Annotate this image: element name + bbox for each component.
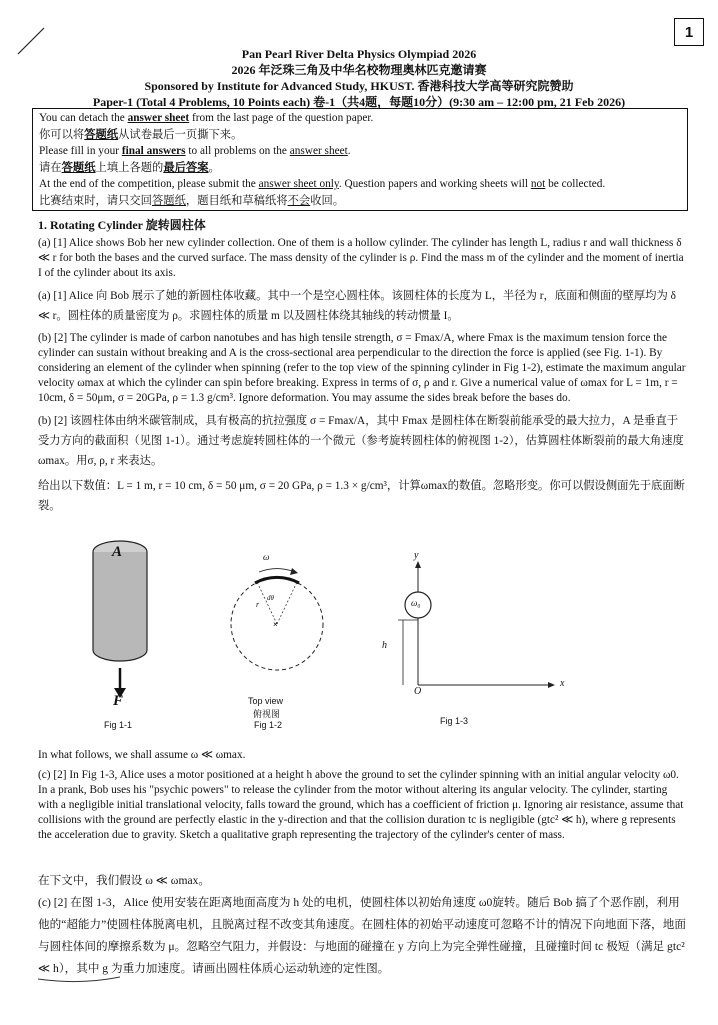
figures-area — [60, 530, 680, 750]
instruction-line-4: 请在答题纸上填上各题的最后答案。 — [39, 161, 220, 174]
fig-1-2-top-view — [222, 560, 332, 680]
exam-header — [0, 46, 718, 110]
header-title-zh: 2026 年泛珠三角及中华名校物理奥林匹克邀请赛 — [231, 63, 487, 77]
fig-1-1-caption: Fig 1-1 — [104, 720, 133, 730]
part-a-english: (a) [1] Alice shows Bob her new cylinder collection. One of them is a hollow cylinder. The cylinder has length L, radius r and wall thickness δ ≪ r for both the bases and the curved surface. The mass density of the cylinder is ρ. Find the mass m of the cylinder and the moment of inertia I of the cylinder about its axis. — [38, 237, 684, 279]
handwritten-underline — [0, 955, 718, 995]
part-c-chinese: (c) [2] 在图 1-3，Alice 使用安装在距离地面高度为 h 处的电机，使圆柱体以初始角速度 ω0旋转。随后 Bob 搞了个恶作剧，利用他的“超能力”使圆柱体脱离电机，且脱离过程不改变其角速度。在圆柱体的初始平动速度可忽略不计的情况下向地面下落，地面与圆柱体间的摩擦系数为 μ。忽略空气阻力，并假设：与地面的碰撞在 y 方向上为完全弹性碰撞，且碰撞时间 tc 极短（满足 gtc² ≪ h），其中 g 为重力加速度。请画出圆柱体质心运动轨迹的定性图。 — [38, 896, 686, 975]
assumption-chinese: 在下文中，我们假设 ω ≪ ωmax。 — [38, 874, 210, 887]
instruction-line-5: At the end of the competition, please submit the answer sheet only. Question papers and working sheets will not be collected. — [39, 178, 606, 190]
instruction-line-1: You can detach the answer sheet from the last page of the question paper. — [39, 112, 374, 124]
part-c-english-block — [38, 748, 688, 848]
fig-1-3-x-label: x — [560, 678, 565, 689]
part-b-chinese-values: 给出以下数值：L = 1 m, r = 10 cm, δ = 50 μm, σ = 20 GPa, ρ = 1.3 × g/cm³，计算ωmax的数值。忽略形变。你可以假设侧面先于底面断裂。 — [38, 480, 685, 512]
instruction-line-3: Please fill in your final answers to all problems on the answer sheet. — [39, 145, 351, 157]
fig-1-2-caption-en: Top view — [248, 696, 284, 706]
instruction-line-6: 比赛结束时，请只交回答题纸，题目纸和草稿纸将不会收回。 — [39, 194, 345, 207]
part-b-english: (b) [2] The cylinder is made of carbon nanotubes and has high tensile strength, σ = Fmax/A, where Fmax is the maximum tension force the cylinder can sustain without breaking and A is the cross-sectional area perpendicular to the direction the force is applied (see Fig. 1-1). By considering an element of the cylinder when spinning (refer to the top view of the spinning cylinder in Fig 1-2), estimate the maximum angular velocity ωmax at which the cylinder can spin before breaking. Express in terms of σ, ρ and r. Give a numerical value of ωmax for L = 1m, r = 10cm, δ = 50μm, σ = 20GPa, ρ = 1.3 g/cm³. Ignore deformation. You may assume the sides break before the bases do. — [38, 332, 686, 404]
part-b-chinese: (b) [2] 该圆柱体由纳米碳管制成，具有极高的抗拉强度 σ = Fmax/A，其中 Fmax 是圆柱体在断裂前能承受的最大拉力，A 是垂直于受力方向的截面积（见图 1-1）。通过考虑旋转圆柱体的一个微元（参考旋转圆柱体的俯视图 1-2），估算圆柱体断裂前的最大角速度 ωmax。用σ, ρ, r 来表达。 — [38, 415, 684, 467]
fig-1-3-omega0-label: ω₀ — [411, 598, 421, 608]
fig-1-2-caption-zh: 俯视图 — [253, 709, 281, 719]
instruction-line-2: 你可以将答题纸从试卷最后一页撕下来。 — [39, 128, 243, 141]
header-sponsor: Sponsored by Institute for Advanced Study, HKUST. 香港科技大学高等研究院赞助 — [144, 79, 574, 93]
problem-title: 1. Rotating Cylinder 旋转圆柱体 — [38, 218, 206, 232]
fig-1-3-setup — [378, 560, 558, 710]
fig-1-3-h-label: h — [382, 640, 387, 651]
assumption-english: In what follows, we shall assume ω ≪ ωmax. — [38, 749, 246, 761]
problem-1 — [38, 218, 688, 521]
fig-1-2-caption: Fig 1-2 — [254, 720, 283, 730]
fig-1-3-origin-label: O — [414, 686, 422, 697]
fig-1-3-y-label: y — [414, 550, 419, 561]
page-number-box: 1 — [674, 18, 704, 46]
header-paper-info: Paper-1 (Total 4 Problems, 10 Points each) 卷-1（共4题，每题10分）(9:30 am – 12:00 pm, 21 Feb 2026) — [92, 95, 626, 109]
instructions-box — [32, 108, 688, 211]
fig-1-1-cylinder — [70, 530, 180, 720]
fig-1-2-r-label: r — [256, 600, 260, 609]
part-a-chinese: (a) [1] Alice 向 Bob 展示了她的新圆柱体收藏。其中一个是空心圆柱体。该圆柱体的长度为 L，半径为 r，底面和侧面的壁厚均为 δ ≪ r。圆柱体的质量密度为 ρ。求圆柱体的质量 m 以及圆柱体绕其轴线的转动惯量 I。 — [38, 290, 676, 322]
fig-1-1-label-f: F — [113, 693, 124, 709]
svg-text:×: × — [273, 620, 278, 629]
fig-1-1-label-a: A — [112, 544, 123, 560]
header-title: Pan Pearl River Delta Physics Olympiad 2026 — [241, 47, 477, 61]
fig-1-2-omega-label: ω — [263, 552, 270, 562]
part-c-english: (c) [2] In Fig 1-3, Alice uses a motor positioned at a height h above the ground to set the cylinder spinning with an initial angular velocity ω0. In a prank, Bob uses his "psychic powers" to release the cylinder from the motor without altering its angular velocity. The cylinder, starting with a negligible initial translational velocity, falls toward the ground, which has a coefficient of friction μ. Ignoring air resistance, assume that collisions with the ground are perfectly elastic in the y-direction and that the collision duration tc is negligible (gtc² ≪ h), where g represents the acceleration due to gravity. Sketch a qualitative graph representing the trajectory of the cylinder's center of mass. — [38, 769, 684, 841]
fig-1-3-caption: Fig 1-3 — [440, 716, 469, 726]
fig-1-2-dtheta-label: dθ — [267, 594, 274, 602]
